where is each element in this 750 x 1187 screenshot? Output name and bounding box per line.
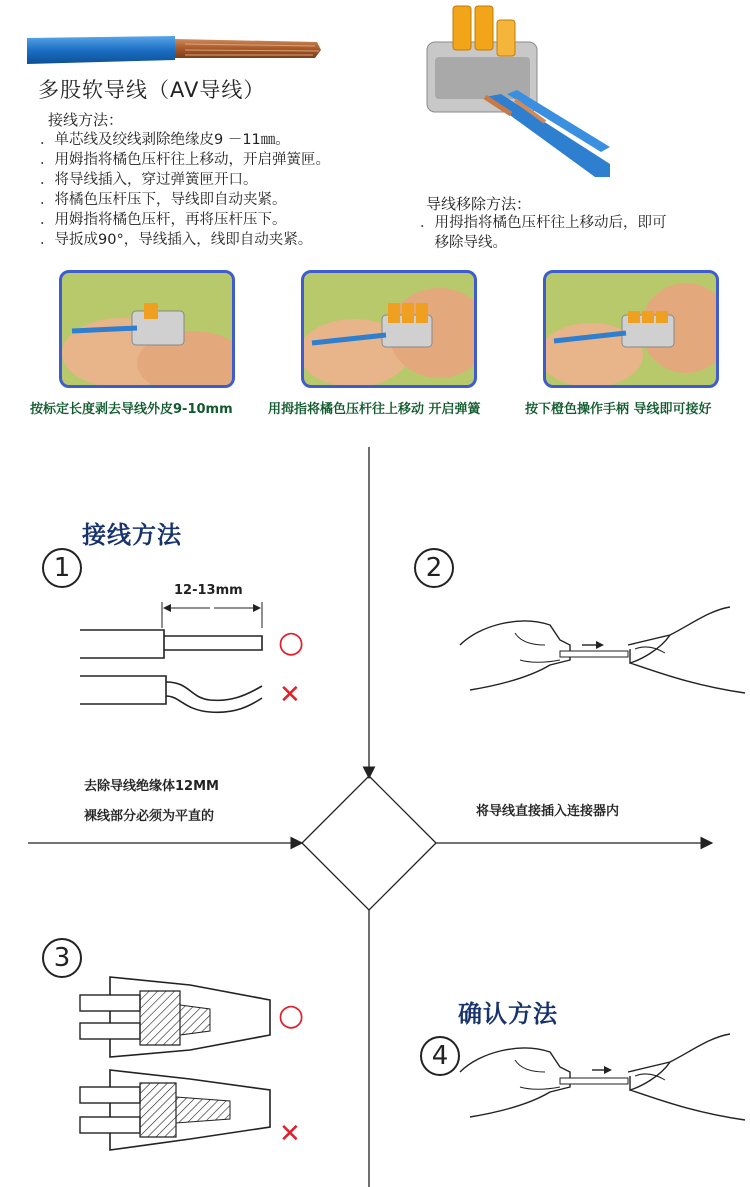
ok-mark-inserted: ○: [278, 998, 305, 1033]
wiring-step: ．用姆指将橘色压杆往上移动，开启弹簧匣。: [40, 152, 330, 168]
confirm-method-title: 确认方法: [458, 1000, 558, 1028]
wiring-method-heading: 接线方法：: [48, 111, 124, 129]
photo-caption-2: 用拇指将橘色压杆往上移动 开启弹簧: [268, 402, 481, 417]
insertion-cross-sections: [80, 975, 280, 1155]
ok-mark-straight: ○: [278, 625, 305, 660]
removal-method-heading: 导线移除方法：: [426, 195, 532, 213]
wiring-step: ．用姆指将橘色压杆，再将压杆压下。: [40, 212, 287, 228]
dimension-label: 12-13mm: [174, 583, 243, 598]
note-strip-insulation: 去除导线绝缘体12MM: [84, 779, 219, 794]
step-number-4: 4: [420, 1036, 460, 1076]
step-number-2: 2: [414, 548, 454, 588]
removal-step: ．用拇指将橘色压杆往上移动后，即可: [420, 215, 667, 231]
wiring-step: ．将橘色压杆压下，导线即自动夹紧。: [40, 192, 287, 208]
wiring-step: ．将导线插入，穿过弹簧匣开口。: [40, 172, 258, 188]
ng-mark-bent: ✕: [279, 680, 301, 710]
hands-insert-image: [460, 605, 750, 695]
wiring-step: ．单芯线及绞线剥除绝缘皮9 －11㎜。: [40, 132, 290, 148]
ng-mark-inserted: ✕: [279, 1119, 301, 1149]
note-insert-wire: 将导线直接插入连接器内: [476, 804, 620, 819]
photo-caption-1: 按标定长度剥去导线外皮9-10mm: [30, 402, 233, 417]
step-number-1: 1: [42, 548, 82, 588]
step-number-3: 3: [42, 938, 82, 978]
wiring-step: ．导扳成90°，导线插入，线即自动夹紧。: [40, 232, 313, 248]
hands-confirm-image: [460, 1032, 750, 1122]
removal-step: 移除导线。: [420, 235, 507, 251]
wiring-method-title: 接线方法: [82, 521, 182, 549]
note-straight-wire: 裸线部分必须为平直的: [84, 809, 215, 824]
photo-caption-3: 按下橙色操作手柄 导线即可接好: [525, 402, 712, 417]
strip-length-diagram: [80, 598, 310, 718]
page-title: 多股软导线（AV导线）: [38, 78, 266, 102]
